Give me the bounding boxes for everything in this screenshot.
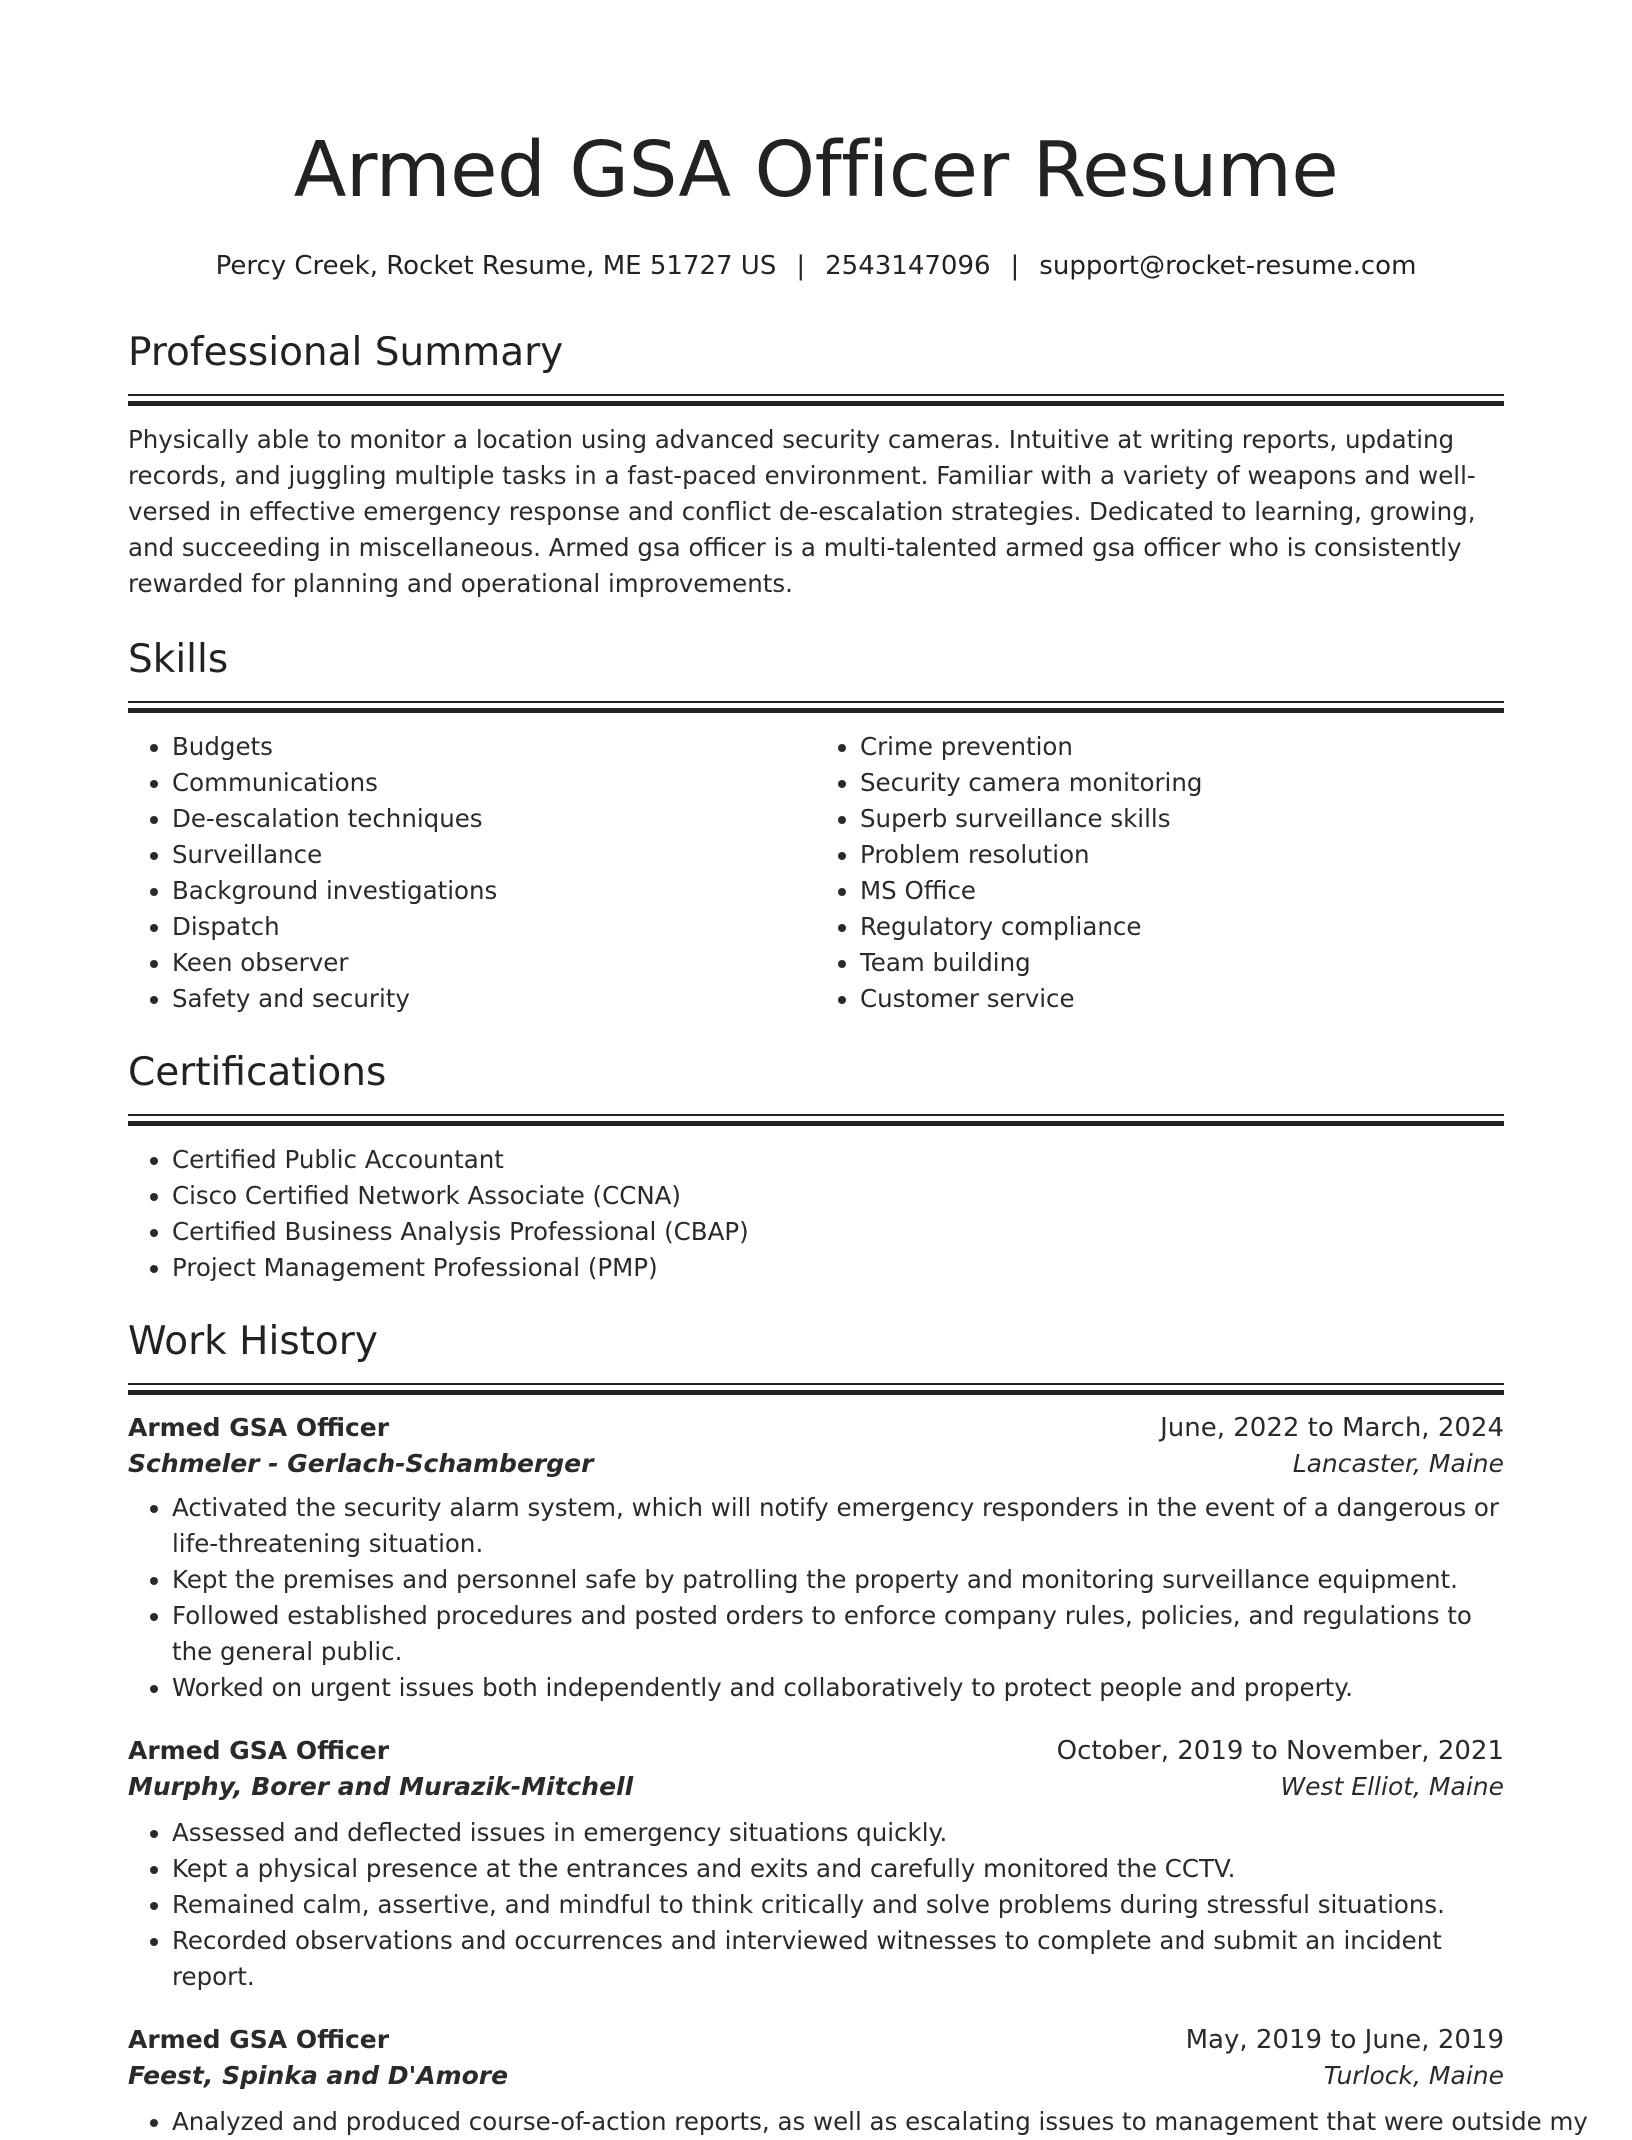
skill-item: • Dispatch xyxy=(172,909,816,945)
job-location: Turlock, Maine xyxy=(1323,2061,1504,2090)
job-bullet: • Kept a physical presence at the entrances and exits and carefully monitored the CCTV. xyxy=(172,1851,1504,1887)
certifications-section xyxy=(128,1050,1504,1286)
job-dates: May, 2019 to June, 2019 xyxy=(1185,2025,1504,2055)
summary-heading: Professional Summary xyxy=(128,330,564,375)
skill-item: • Surveillance xyxy=(172,837,816,873)
contact-email: support@rocket-resume.com xyxy=(1039,251,1417,281)
skills-left-list xyxy=(128,729,816,1017)
job-title: Armed GSA Officer xyxy=(128,2025,390,2054)
section-divider xyxy=(128,1383,1504,1395)
job-location: Lancaster, Maine xyxy=(1292,1449,1504,1478)
contact-phone: 2543147096 xyxy=(825,251,991,281)
job-bullet: • Assessed and deflected issues in emergency situations quickly. xyxy=(172,1815,1504,1851)
skill-item: • Customer service xyxy=(860,981,1504,1017)
certification-item: • Certified Business Analysis Professional (CBAP) xyxy=(172,1214,1504,1250)
job-location: West Elliot, Maine xyxy=(1280,1772,1504,1801)
certification-item: • Certified Public Accountant xyxy=(172,1142,1504,1178)
skill-item: • Superb surveillance skills xyxy=(860,801,1504,837)
job-bullets xyxy=(128,1815,1504,1995)
skill-item: • Problem resolution xyxy=(860,837,1504,873)
job-entry xyxy=(128,2025,1588,2140)
job-company: Feest, Spinka and D'Amore xyxy=(128,2061,509,2090)
job-bullets xyxy=(128,1490,1504,1706)
job-header xyxy=(128,2025,1504,2055)
contact-separator: | xyxy=(1010,251,1020,281)
job-bullet: • Followed established procedures and posted orders to enforce company rules, policies, and regulations to the general public. xyxy=(172,1598,1504,1670)
skill-item: • Background investigations xyxy=(172,873,816,909)
contact-line xyxy=(128,253,1504,279)
job-subheader xyxy=(128,1449,1504,1478)
summary-text: Physically able to monitor a location using advanced security cameras. Intuitive at writing reports, updating records, and juggling multiple tasks in a fast-paced environment. Familiar with a variety of weapons and well-versed in effective emergency response and conflict de-escalation strategies. Dedicated to learning, growing, and succeeding in miscellaneous. Armed gsa officer is a multi-talented armed gsa officer who is consistently rewarded for planning and operational improvements. xyxy=(128,425,1476,598)
certification-item: • Project Management Professional (PMP) xyxy=(172,1250,1504,1286)
section-divider xyxy=(128,701,1504,713)
job-dates: June, 2022 to March, 2024 xyxy=(1160,1413,1504,1443)
contact-separator: | xyxy=(796,251,806,281)
skill-item: • Keen observer xyxy=(172,945,816,981)
skills-section xyxy=(128,637,1504,1017)
job-header xyxy=(128,1413,1504,1443)
job-entry xyxy=(128,1413,1504,1706)
skill-item: • Regulatory compliance xyxy=(860,909,1504,945)
skills-heading: Skills xyxy=(128,637,229,682)
job-bullet: • Remained calm, assertive, and mindful to think critically and solve problems during stressful situations. xyxy=(172,1887,1504,1923)
job-title: Armed GSA Officer xyxy=(128,1413,390,1442)
skills-grid xyxy=(128,729,1504,1017)
contact-address: Percy Creek, Rocket Resume, ME 51727 US xyxy=(215,251,777,281)
job-bullet: • Recorded observations and occurrences and interviewed witnesses to complete and submit an incident report. xyxy=(172,1923,1504,1995)
job-subheader xyxy=(128,1772,1504,1801)
certification-item: • Cisco Certified Network Associate (CCNA) xyxy=(172,1178,1504,1214)
job-company: Murphy, Borer and Murazik-Mitchell xyxy=(128,1772,634,1801)
skills-right-list xyxy=(816,729,1504,1017)
skill-item: • Team building xyxy=(860,945,1504,981)
certifications-heading: Certifications xyxy=(128,1050,387,1095)
skill-item: • Crime prevention xyxy=(860,729,1504,765)
job-bullet: • Activated the security alarm system, which will notify emergency responders in the event of a dangerous or life-threatening situation. xyxy=(172,1490,1504,1562)
skill-item: • Budgets xyxy=(172,729,816,765)
skill-item: • Communications xyxy=(172,765,816,801)
section-divider xyxy=(128,1114,1504,1126)
job-bullet: • Analyzed and produced course-of-action reports, as well as escalating issues to management that were outside my xyxy=(172,2104,1504,2140)
certifications-list xyxy=(128,1142,1504,1286)
skill-item: • De-escalation techniques xyxy=(172,801,816,837)
work-history-section xyxy=(128,1319,1588,2140)
resume-title: Armed GSA Officer Resume xyxy=(293,126,1339,215)
job-subheader xyxy=(128,2061,1504,2090)
section-divider xyxy=(128,394,1504,406)
job-header xyxy=(128,1736,1504,1766)
job-title: Armed GSA Officer xyxy=(128,1736,390,1765)
job-bullet: • Worked on urgent issues both independently and collaboratively to protect people and property. xyxy=(172,1670,1504,1706)
job-dates: October, 2019 to November, 2021 xyxy=(1056,1736,1504,1766)
job-bullet: • Kept the premises and personnel safe by patrolling the property and monitoring surveillance equipment. xyxy=(172,1562,1504,1598)
job-company: Schmeler - Gerlach-Schamberger xyxy=(128,1449,594,1478)
skill-item: • Safety and security xyxy=(172,981,816,1017)
skill-item: • MS Office xyxy=(860,873,1504,909)
job-bullets xyxy=(128,2104,1588,2140)
summary-section xyxy=(128,330,1504,602)
skill-item: • Security camera monitoring xyxy=(860,765,1504,801)
work-history-heading: Work History xyxy=(128,1319,378,1364)
job-entry xyxy=(128,1736,1504,1995)
